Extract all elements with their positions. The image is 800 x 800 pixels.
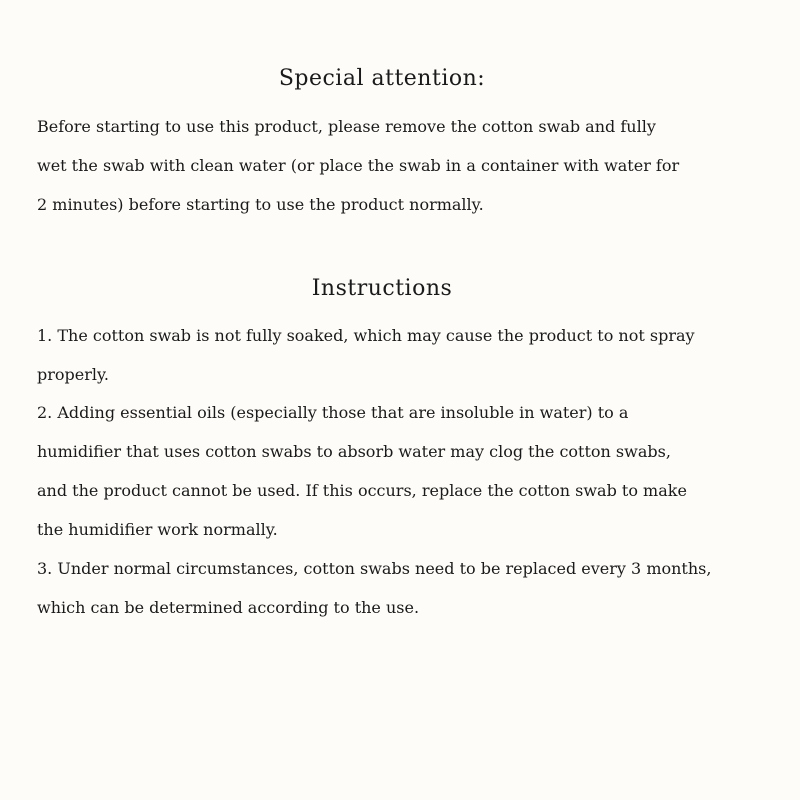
paragraph-line: 3. Under normal circumstances, cotton swabs need to be replaced every 3 months, bbox=[37, 559, 712, 578]
paragraph-line: properly. bbox=[37, 365, 109, 384]
paragraph-line: humidifier that uses cotton swabs to absorb water may clog the cotton swabs, bbox=[37, 442, 671, 461]
instructions-heading: Instructions bbox=[311, 276, 453, 301]
special-attention-heading: Special attention: bbox=[278, 66, 486, 91]
paragraph-line: 2 minutes) before starting to use the product normally. bbox=[37, 195, 484, 214]
paragraph-line: 2. Adding essential oils (especially those that are insoluble in water) to a bbox=[37, 403, 629, 422]
special-attention-paragraph bbox=[37, 107, 737, 224]
paragraph-line: which can be determined according to the use. bbox=[37, 598, 420, 617]
paragraph-line: wet the swab with clean water (or place the swab in a container with water for bbox=[37, 156, 680, 175]
instruction-item-1 bbox=[37, 316, 737, 394]
paragraph-line: Before starting to use this product, please remove the cotton swab and fully bbox=[37, 117, 656, 136]
paragraph-line: the humidifier work normally. bbox=[37, 520, 278, 539]
paragraph-line: 1. The cotton swab is not fully soaked, which may cause the product to not spray bbox=[37, 326, 695, 345]
instruction-item-2 bbox=[37, 393, 737, 549]
instruction-item-3 bbox=[37, 549, 737, 627]
paragraph-line: and the product cannot be used. If this occurs, replace the cotton swab to make bbox=[37, 481, 687, 500]
